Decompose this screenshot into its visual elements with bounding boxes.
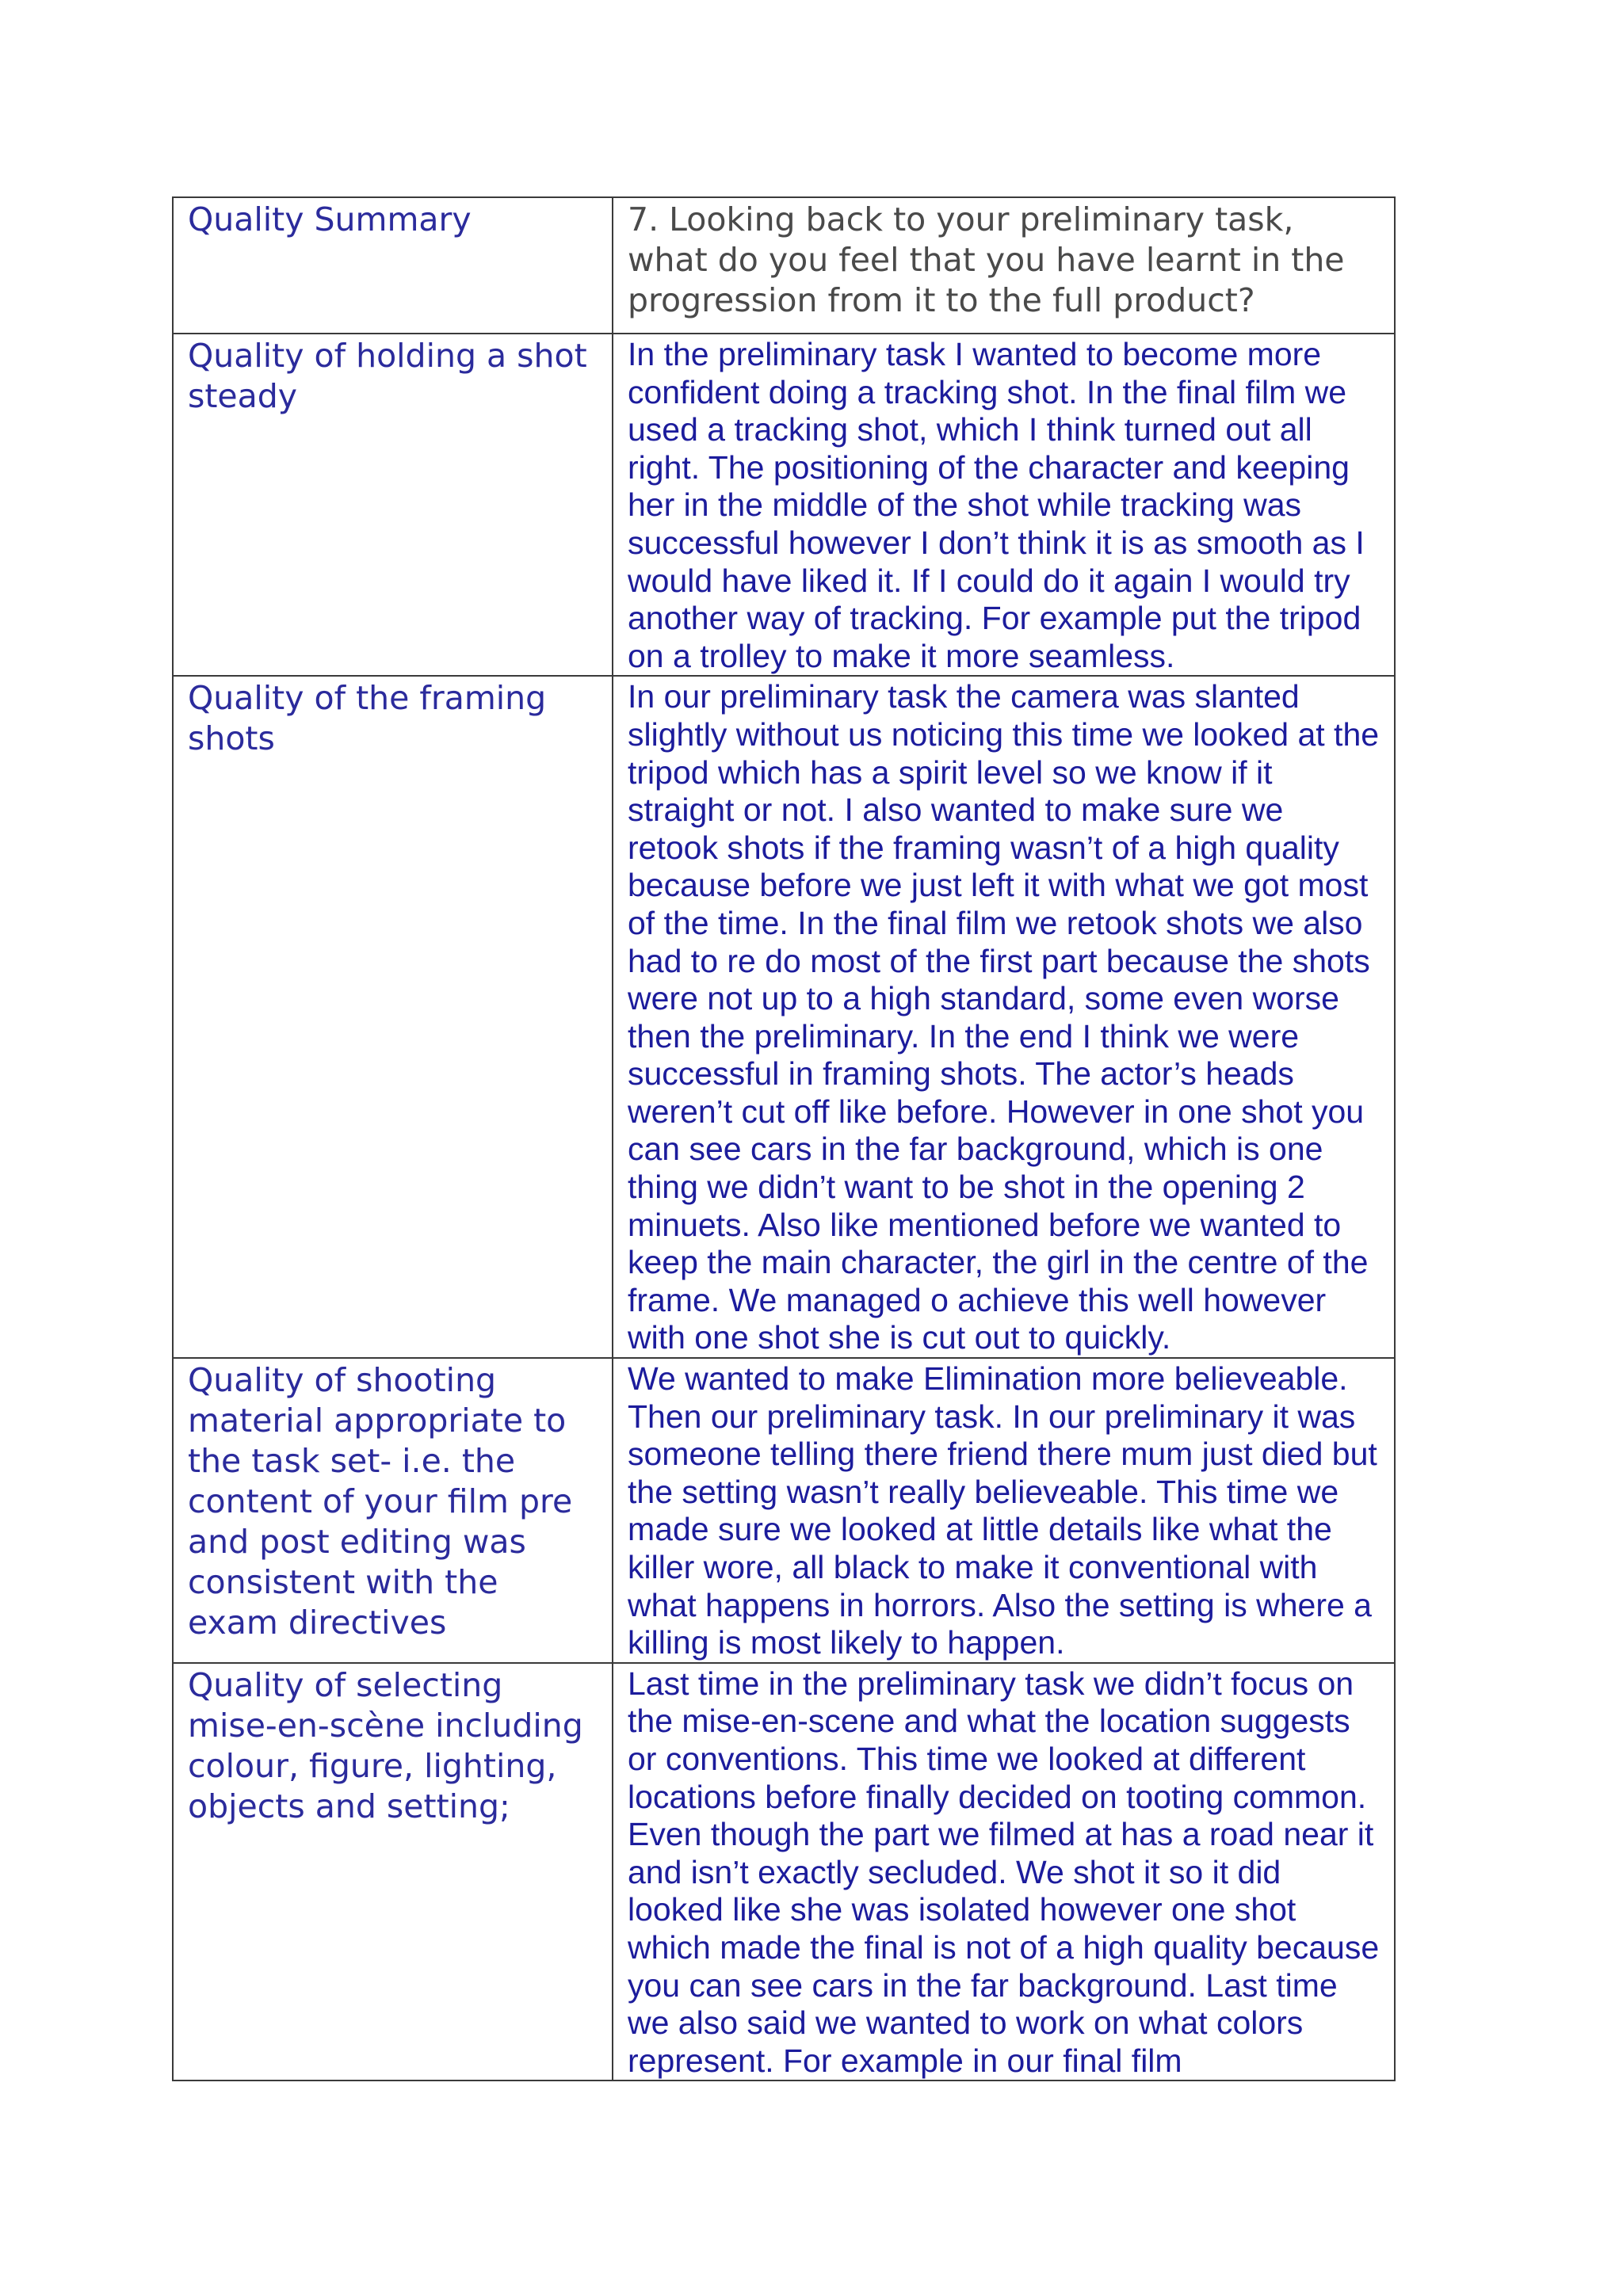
- answer-text: In the preliminary task I wanted to become more confident doing a tracking shot. In the final film we used a tracking shot, which I think turned out all right. The positioning of the character and keeping her in the middle of the shot while tracking was successful however I don’t think it is as smooth as I would have liked it. If I could do it again I would try another way of tracking. For example put the tripod on a trolley to make it more seamless.: [628, 336, 1365, 674]
- criterion-cell: [173, 676, 613, 1358]
- header-cell-right: [613, 197, 1395, 334]
- criterion-cell: [173, 334, 613, 676]
- criterion-label: Quality of shooting material appropriate to the task set- i.e. the content of your film pre and post editing was consistent with the exam directives: [188, 1361, 573, 1642]
- table-row: [173, 1358, 1395, 1663]
- evaluation-table: [172, 196, 1396, 2081]
- question-heading: 7. Looking back to your preliminary task, what do you feel that you have learnt in the progression from it to the full product?: [628, 200, 1345, 319]
- answer-cell: [613, 676, 1395, 1358]
- criterion-label: Quality of the framing shots: [188, 679, 547, 758]
- criterion-cell: [173, 1663, 613, 2081]
- table-row: [173, 334, 1395, 676]
- answer-text: Last time in the preliminary task we didn’t focus on the mise-en-scene and what the location suggests or conventions. This time we looked at different locations before finally decided on tooting common. Even though the part we filmed at has a road near it and isn’t exactly secluded. We shot it so it did looked like she was isolated however one shot which made the final is not of a high quality because you can see cars in the far background. Last time we also said we wanted to work on what colors represent. For example in our final film: [628, 1665, 1380, 2079]
- answer-cell: [613, 1358, 1395, 1663]
- answer-cell: [613, 334, 1395, 676]
- header-cell-left: [173, 197, 613, 334]
- criterion-cell: [173, 1358, 613, 1663]
- answer-text: We wanted to make Elimination more believeable. Then our preliminary task. In our preliminary it was someone telling there friend there mum just died but the setting wasn’t really believeable. This time we made sure we looked at little details like what the killer wore, all black to make it conventional with what happens in horrors. Also the setting is where a killing is most likely to happen.: [628, 1360, 1377, 1661]
- criterion-label: Quality of holding a shot steady: [188, 337, 587, 415]
- criterion-label: Quality of selecting mise-en-scène including colour, figure, lighting, objects and setting;: [188, 1665, 583, 1825]
- answer-text: In our preliminary task the camera was slanted slightly without us noticing this time we looked at the tripod which has a spirit level so we know if it straight or not. I also wanted to make sure we retook shots if the framing wasn’t of a high quality because before we just left it with what we got most of the time. In the final film we retook shots we also had to re do most of the first part because the shots were not up to a high standard, some even worse then the preliminary. In the end I think we were successful in framing shots. The actor’s heads weren’t cut off like before. However in one shot you can see cars in the far background, which is one thing we didn’t want to be shot in the opening 2 minuets. Also like mentioned before we wanted to keep the main character, the girl in the centre of the frame. We managed o achieve this well however with one shot she is cut out to quickly.: [628, 678, 1380, 1356]
- quality-summary-heading: Quality Summary: [188, 200, 472, 238]
- answer-cell: [613, 1663, 1395, 2081]
- table-row: [173, 676, 1395, 1358]
- table-header-row: [173, 197, 1395, 334]
- table-row: [173, 1663, 1395, 2081]
